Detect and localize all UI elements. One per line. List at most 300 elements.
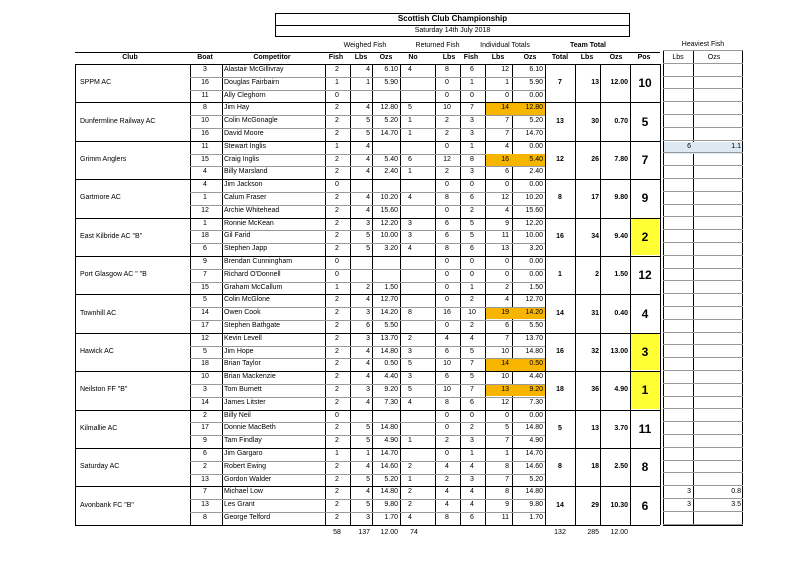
weighed-lbs: 4 bbox=[366, 155, 370, 163]
weighed-fish: 2 bbox=[335, 296, 339, 304]
weighed-lbs: 3 bbox=[366, 219, 370, 227]
competitor-name: Donnie MacBeth bbox=[224, 424, 276, 432]
weighed-ozs: 4.90 bbox=[384, 437, 398, 445]
grid-line bbox=[663, 306, 743, 307]
position: 11 bbox=[638, 421, 652, 436]
individual-fish: 4 bbox=[470, 334, 474, 342]
total-team-lbs: 285 bbox=[587, 528, 599, 536]
individual-lbs: 13 bbox=[501, 245, 509, 253]
individual-ozs: 0.00 bbox=[529, 270, 543, 278]
competitor-name: Jim Hay bbox=[224, 104, 250, 112]
returned-lbs: 6 bbox=[445, 232, 449, 240]
boat-number: 5 bbox=[203, 347, 207, 355]
returned-no bbox=[400, 410, 420, 422]
individual-lbs: 5 bbox=[505, 424, 509, 432]
returned-no bbox=[400, 179, 420, 191]
club-name: East Kilbride AC "B" bbox=[80, 232, 143, 240]
individual-lbs: 6 bbox=[505, 322, 509, 329]
individual-ozs: 14.60 bbox=[525, 462, 543, 470]
col-h-lbs: Lbs bbox=[672, 54, 684, 61]
weighed-fish: 0 bbox=[335, 411, 339, 419]
weighed-lbs: 4 bbox=[366, 360, 370, 368]
individual-fish: 2 bbox=[470, 296, 474, 304]
individual-fish: 0 bbox=[470, 411, 474, 419]
individual-fish: 3 bbox=[470, 130, 474, 137]
team-lbs: 32 bbox=[591, 348, 599, 355]
individual-ozs: 5.20 bbox=[529, 475, 543, 483]
boat-number: 9 bbox=[203, 258, 207, 265]
competitor-name: Gordon Walder bbox=[224, 475, 272, 483]
competitor-name: Jim Hope bbox=[224, 347, 254, 355]
total-weighed-fish: 58 bbox=[333, 528, 341, 536]
heaviest-lbs: 6 bbox=[687, 142, 691, 150]
weighed-lbs bbox=[350, 179, 370, 191]
header-individual: Individual Totals bbox=[480, 42, 530, 49]
weighed-fish: 2 bbox=[335, 488, 339, 496]
team-lbs: 31 bbox=[591, 309, 599, 317]
weighed-fish: 1 bbox=[335, 78, 339, 86]
returned-lbs: 10 bbox=[443, 386, 451, 393]
weighed-ozs: 0.50 bbox=[384, 360, 398, 368]
col-club: Club bbox=[122, 54, 138, 61]
individual-fish: 5 bbox=[470, 373, 474, 381]
boat-number: 10 bbox=[201, 373, 209, 381]
weighed-ozs: 14.80 bbox=[380, 347, 398, 355]
boat-number: 2 bbox=[203, 411, 207, 419]
grid-line bbox=[663, 50, 743, 51]
returned-lbs: 0 bbox=[445, 206, 449, 214]
weighed-ozs: 14.20 bbox=[380, 309, 398, 317]
weighed-ozs: 13.70 bbox=[380, 334, 398, 342]
weighed-lbs: 4 bbox=[366, 168, 370, 176]
returned-lbs: 16 bbox=[443, 309, 451, 317]
weighed-fish: 2 bbox=[335, 194, 339, 201]
weighed-lbs: 5 bbox=[366, 501, 370, 509]
team-ozs: 3.70 bbox=[614, 424, 628, 432]
individual-fish: 7 bbox=[470, 386, 474, 393]
boat-number: 13 bbox=[201, 501, 209, 509]
team-lbs: 26 bbox=[591, 156, 599, 163]
individual-fish: 1 bbox=[470, 78, 474, 86]
individual-lbs: 11 bbox=[501, 232, 509, 240]
individual-lbs: 16 bbox=[501, 155, 509, 163]
returned-lbs: 0 bbox=[445, 91, 449, 99]
grid-line bbox=[663, 383, 743, 384]
competitor-name: Graham McCallum bbox=[224, 283, 283, 291]
individual-fish: 0 bbox=[470, 258, 474, 265]
boat-number: 6 bbox=[203, 450, 207, 457]
returned-lbs: 0 bbox=[445, 322, 449, 329]
competitor-name: Brendan Cunningham bbox=[224, 258, 293, 265]
returned-no: 2 bbox=[408, 488, 412, 496]
weighed-fish: 2 bbox=[335, 66, 339, 73]
returned-lbs: 4 bbox=[445, 334, 449, 342]
individual-fish: 4 bbox=[470, 462, 474, 470]
heaviest-ozs: 3.5 bbox=[731, 501, 741, 509]
weighed-ozs: 10.20 bbox=[380, 194, 398, 201]
team-ozs: 12.00 bbox=[610, 79, 628, 87]
individual-lbs: 14 bbox=[501, 104, 509, 112]
competitor-name: Calum Fraser bbox=[224, 194, 267, 201]
boat-number: 14 bbox=[201, 398, 209, 406]
boat-number: 18 bbox=[201, 360, 209, 368]
returned-lbs: 2 bbox=[445, 117, 449, 125]
boat-number: 7 bbox=[203, 488, 207, 496]
weighed-fish: 0 bbox=[335, 181, 339, 189]
competitor-name: Billy Neil bbox=[224, 411, 251, 419]
team-ozs: 9.80 bbox=[614, 194, 628, 202]
weighed-fish: 1 bbox=[335, 142, 339, 150]
competitor-name: Michael Low bbox=[224, 488, 263, 496]
team-total: 14 bbox=[556, 501, 564, 509]
returned-no: 3 bbox=[408, 219, 412, 227]
grid-line bbox=[663, 88, 743, 89]
competitor-name: Robert Ewing bbox=[224, 462, 267, 470]
individual-lbs: 0 bbox=[505, 181, 509, 189]
boat-number: 12 bbox=[201, 206, 209, 214]
grid-line bbox=[663, 127, 743, 128]
weighed-ozs: 5.40 bbox=[384, 155, 398, 163]
grid-line bbox=[663, 524, 743, 525]
boat-number: 8 bbox=[203, 514, 207, 521]
returned-lbs: 8 bbox=[445, 194, 449, 201]
team-lbs: 18 bbox=[591, 463, 599, 471]
individual-fish: 2 bbox=[470, 206, 474, 214]
competitor-name: Jim Gargaro bbox=[224, 450, 263, 457]
col-i-ozs: Ozs bbox=[523, 54, 537, 61]
weighed-fish: 2 bbox=[335, 462, 339, 470]
individual-fish: 7 bbox=[470, 360, 474, 368]
club-name: Kilmallie AC bbox=[80, 424, 118, 432]
club-name: Townhill AC bbox=[80, 309, 117, 317]
weighed-fish: 2 bbox=[335, 424, 339, 432]
team-lbs: 13 bbox=[591, 424, 599, 432]
weighed-fish: 2 bbox=[335, 475, 339, 483]
heaviest-fish-grid bbox=[663, 50, 743, 526]
weighed-lbs: 5 bbox=[366, 424, 370, 432]
individual-lbs: 10 bbox=[501, 373, 509, 381]
weighed-lbs bbox=[350, 256, 370, 268]
weighed-fish: 2 bbox=[335, 168, 339, 176]
returned-no: 5 bbox=[408, 104, 412, 112]
individual-fish: 0 bbox=[470, 270, 474, 278]
weighed-ozs: 14.70 bbox=[380, 450, 398, 457]
weighed-lbs: 5 bbox=[366, 437, 370, 445]
club-name: Port Glasgow AC " "B bbox=[80, 271, 147, 279]
club-name: Avonbank FC "B" bbox=[80, 501, 134, 509]
returned-lbs: 8 bbox=[445, 245, 449, 253]
team-lbs: 2 bbox=[595, 271, 599, 279]
page-title: Scottish Club Championship bbox=[397, 14, 508, 23]
returned-no: 6 bbox=[408, 155, 412, 163]
weighed-fish: 2 bbox=[335, 206, 339, 214]
club-name: Gartmore AC bbox=[80, 194, 121, 202]
weighed-ozs bbox=[372, 269, 398, 281]
weighed-ozs bbox=[372, 256, 398, 268]
individual-fish: 3 bbox=[470, 475, 474, 483]
team-lbs: 36 bbox=[591, 386, 599, 394]
competitor-name: Ally Cleghorn bbox=[224, 91, 266, 99]
returned-lbs: 0 bbox=[445, 283, 449, 291]
weighed-ozs: 14.80 bbox=[380, 424, 398, 432]
returned-no: 1 bbox=[408, 168, 412, 176]
grid-line bbox=[663, 63, 743, 64]
grid-line bbox=[663, 408, 743, 409]
competitor-name: Archie Whitehead bbox=[224, 206, 280, 214]
returned-lbs: 0 bbox=[445, 450, 449, 457]
competitor-name: Ronnie McKean bbox=[224, 219, 274, 227]
team-total: 5 bbox=[558, 424, 562, 432]
individual-fish: 4 bbox=[470, 501, 474, 509]
individual-lbs: 7 bbox=[505, 475, 509, 483]
individual-lbs: 4 bbox=[505, 296, 509, 304]
competitor-name: Billy Marsland bbox=[224, 168, 268, 176]
weighed-ozs: 1.70 bbox=[384, 514, 398, 521]
individual-ozs: 0.00 bbox=[529, 181, 543, 189]
total-returned-lbs: 74 bbox=[410, 528, 418, 536]
individual-fish: 1 bbox=[470, 283, 474, 291]
weighed-lbs: 6 bbox=[366, 322, 370, 329]
team-ozs: 1.50 bbox=[614, 271, 628, 279]
grid-line bbox=[663, 447, 743, 448]
individual-ozs: 14.20 bbox=[525, 309, 543, 317]
returned-lbs: 0 bbox=[445, 142, 449, 150]
weighed-lbs: 4 bbox=[366, 296, 370, 304]
returned-no bbox=[400, 205, 420, 217]
col-r-no: No bbox=[408, 54, 418, 61]
boat-number: 16 bbox=[201, 130, 209, 137]
weighed-lbs: 4 bbox=[366, 142, 370, 150]
weighed-lbs: 4 bbox=[366, 398, 370, 406]
club-name: Grimm Anglers bbox=[80, 156, 127, 163]
individual-ozs: 15.60 bbox=[525, 206, 543, 214]
weighed-fish: 2 bbox=[335, 437, 339, 445]
grid-line bbox=[663, 344, 743, 345]
weighed-lbs bbox=[350, 90, 370, 102]
individual-fish: 3 bbox=[470, 437, 474, 445]
competitor-name: Alastair McGillivray bbox=[224, 66, 284, 73]
grid-line bbox=[660, 64, 661, 525]
returned-no: 8 bbox=[408, 309, 412, 317]
weighed-ozs: 12.20 bbox=[380, 219, 398, 227]
individual-ozs: 2.40 bbox=[529, 168, 543, 176]
boat-number: 17 bbox=[201, 322, 209, 329]
boat-number: 14 bbox=[201, 309, 209, 317]
individual-ozs: 3.20 bbox=[529, 245, 543, 253]
weighed-lbs: 4 bbox=[366, 462, 370, 470]
competitor-name: Brian Taylor bbox=[224, 360, 261, 368]
returned-no: 2 bbox=[408, 501, 412, 509]
individual-fish: 5 bbox=[470, 219, 474, 227]
individual-fish: 8 bbox=[470, 155, 474, 163]
weighed-lbs bbox=[350, 269, 370, 281]
individual-ozs: 13.70 bbox=[525, 334, 543, 342]
grid-line bbox=[663, 216, 743, 217]
weighed-fish: 0 bbox=[335, 91, 339, 99]
col-w-fish: Fish bbox=[328, 54, 344, 61]
returned-lbs: 10 bbox=[443, 104, 451, 112]
returned-lbs: 4 bbox=[445, 462, 449, 470]
grid-line bbox=[663, 76, 743, 77]
individual-lbs: 9 bbox=[505, 219, 509, 227]
returned-lbs: 0 bbox=[445, 424, 449, 432]
individual-fish: 2 bbox=[470, 424, 474, 432]
team-total: 1 bbox=[558, 271, 562, 279]
weighed-fish: 2 bbox=[335, 347, 339, 355]
weighed-lbs: 3 bbox=[366, 309, 370, 317]
boat-number: 1 bbox=[203, 194, 207, 201]
individual-ozs: 5.90 bbox=[529, 78, 543, 86]
individual-lbs: 7 bbox=[505, 437, 509, 445]
competitor-name: Brian Mackenzie bbox=[224, 373, 276, 381]
competitor-name: Stephen Japp bbox=[224, 245, 268, 253]
weighed-fish: 2 bbox=[335, 232, 339, 240]
grid-line bbox=[663, 293, 743, 294]
grid-line bbox=[663, 268, 743, 269]
returned-no: 3 bbox=[408, 232, 412, 240]
weighed-ozs: 5.20 bbox=[384, 475, 398, 483]
competitor-name: Tom Burnett bbox=[224, 386, 262, 393]
heaviest-lbs: 3 bbox=[687, 501, 691, 509]
returned-lbs: 2 bbox=[445, 130, 449, 137]
grid-line bbox=[663, 357, 743, 358]
individual-fish: 3 bbox=[470, 117, 474, 125]
returned-no bbox=[400, 448, 420, 460]
col-boat: Boat bbox=[197, 54, 213, 61]
individual-lbs: 4 bbox=[505, 142, 509, 150]
team-ozs: 4.90 bbox=[614, 386, 628, 394]
weighed-fish: 2 bbox=[335, 514, 339, 521]
individual-fish: 5 bbox=[470, 347, 474, 355]
weighed-ozs: 12.80 bbox=[380, 104, 398, 112]
individual-ozs: 1.70 bbox=[529, 514, 543, 521]
returned-no: 3 bbox=[408, 373, 412, 381]
grid-line bbox=[663, 101, 743, 102]
col-t-total: Total bbox=[551, 54, 569, 61]
boat-number: 11 bbox=[201, 91, 209, 99]
individual-ozs: 12.70 bbox=[525, 296, 543, 304]
returned-lbs: 8 bbox=[445, 514, 449, 521]
col-competitor: Competitor bbox=[253, 54, 291, 61]
individual-lbs: 2 bbox=[505, 283, 509, 291]
boat-number: 2 bbox=[203, 462, 207, 470]
individual-fish: 6 bbox=[470, 66, 474, 73]
individual-ozs: 0.00 bbox=[529, 142, 543, 150]
returned-lbs: 4 bbox=[445, 501, 449, 509]
returned-no: 4 bbox=[408, 245, 412, 253]
grid-line bbox=[663, 152, 743, 153]
individual-fish: 7 bbox=[470, 104, 474, 112]
individual-lbs: 0 bbox=[505, 258, 509, 265]
heaviest-lbs: 3 bbox=[687, 488, 691, 496]
grid-line bbox=[663, 511, 743, 512]
grid-line bbox=[663, 498, 743, 499]
returned-lbs: 0 bbox=[445, 296, 449, 304]
weighed-ozs: 3.20 bbox=[384, 245, 398, 253]
returned-no bbox=[400, 294, 420, 306]
competitor-name: Richard O'Donnell bbox=[224, 270, 281, 278]
individual-fish: 6 bbox=[470, 398, 474, 406]
boat-number: 3 bbox=[203, 386, 207, 393]
individual-ozs: 9.20 bbox=[529, 386, 543, 393]
position: 4 bbox=[641, 306, 649, 321]
weighed-fish: 1 bbox=[335, 283, 339, 291]
individual-fish: 4 bbox=[470, 488, 474, 496]
team-total: 16 bbox=[556, 348, 564, 355]
individual-ozs: 14.70 bbox=[525, 130, 543, 137]
team-total: 18 bbox=[556, 386, 564, 394]
team-ozs: 0.40 bbox=[614, 309, 628, 317]
individual-ozs: 12.20 bbox=[525, 219, 543, 227]
individual-fish: 6 bbox=[470, 245, 474, 253]
position: 9 bbox=[641, 191, 649, 206]
weighed-lbs: 4 bbox=[366, 66, 370, 73]
grid-line bbox=[663, 229, 743, 230]
col-t-lbs: Lbs bbox=[580, 54, 594, 61]
returned-no: 4 bbox=[408, 398, 412, 406]
competitor-name: Colin McGonagle bbox=[224, 117, 278, 125]
team-total: 8 bbox=[558, 194, 562, 202]
returned-no: 4 bbox=[408, 514, 412, 521]
club-name: Dunfermline Railway AC bbox=[80, 117, 156, 125]
total-weighed-lbs: 137 bbox=[358, 528, 370, 536]
individual-lbs: 12 bbox=[501, 66, 509, 73]
individual-lbs: 4 bbox=[505, 206, 509, 214]
individual-ozs: 10.20 bbox=[525, 194, 543, 201]
returned-no: 4 bbox=[408, 194, 412, 201]
total-weighed-ozs: 12.00 bbox=[380, 528, 398, 536]
returned-no bbox=[400, 269, 420, 281]
boat-number: 13 bbox=[201, 475, 209, 483]
club-name: Saturday AC bbox=[80, 463, 120, 471]
weighed-ozs: 15.60 bbox=[380, 206, 398, 214]
boat-number: 11 bbox=[201, 142, 209, 150]
boat-number: 10 bbox=[201, 117, 209, 125]
individual-lbs: 0 bbox=[505, 411, 509, 419]
position: 5 bbox=[641, 114, 649, 129]
total-team-ozs: 12.00 bbox=[610, 528, 628, 536]
competitor-name: Douglas Fairbairn bbox=[224, 78, 280, 86]
position: 3 bbox=[641, 345, 649, 359]
returned-no: 1 bbox=[408, 437, 412, 445]
individual-lbs: 1 bbox=[505, 78, 509, 86]
individual-lbs: 7 bbox=[505, 334, 509, 342]
weighed-ozs: 1.50 bbox=[384, 283, 398, 291]
weighed-lbs: 5 bbox=[366, 475, 370, 483]
weighed-lbs: 4 bbox=[366, 206, 370, 214]
returned-lbs: 0 bbox=[445, 258, 449, 265]
team-ozs: 0.70 bbox=[614, 117, 628, 125]
competitor-name: Colin McGlone bbox=[224, 296, 270, 304]
competitor-name: Jim Jackson bbox=[224, 181, 263, 189]
weighed-lbs: 1 bbox=[366, 78, 370, 86]
weighed-fish: 2 bbox=[335, 501, 339, 509]
returned-no: 1 bbox=[408, 475, 412, 483]
team-lbs: 30 bbox=[591, 117, 599, 125]
weighed-fish: 2 bbox=[335, 219, 339, 227]
competitor-name: Kevin Levell bbox=[224, 334, 262, 342]
individual-ozs: 4.90 bbox=[529, 437, 543, 445]
team-total: 7 bbox=[558, 79, 562, 87]
individual-ozs: 14.80 bbox=[525, 347, 543, 355]
boat-number: 3 bbox=[203, 66, 207, 73]
team-ozs: 10.30 bbox=[610, 501, 628, 509]
grid-line bbox=[663, 396, 743, 397]
individual-fish: 0 bbox=[470, 91, 474, 99]
individual-ozs: 5.20 bbox=[529, 117, 543, 125]
boat-number: 18 bbox=[201, 232, 209, 240]
returned-no: 3 bbox=[408, 347, 412, 355]
